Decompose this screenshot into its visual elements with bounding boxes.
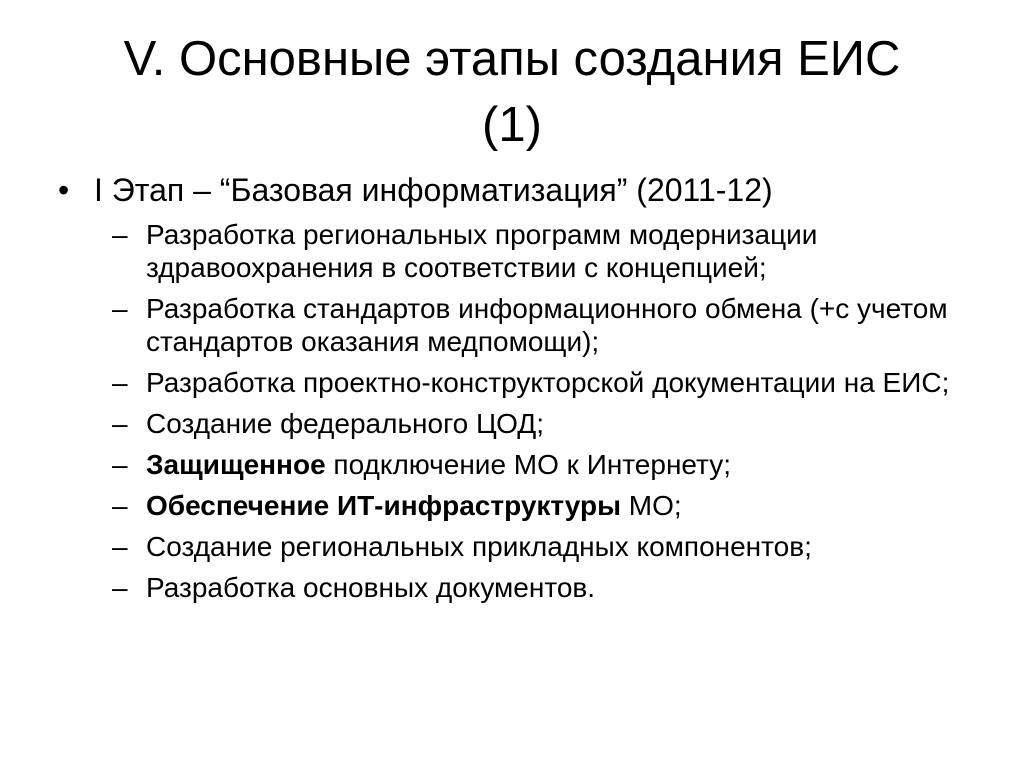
dash-marker: – [112,367,128,398]
dash-marker: – [112,490,128,521]
slide-body [0,172,1024,612]
sub-bullet [0,571,1024,604]
slide-title-line-2: (1) [482,98,542,152]
sub-bullet [0,448,1024,481]
dash-marker: – [112,408,128,439]
slide-title [40,26,984,158]
sub-bullet [0,366,1024,399]
sub-bullet-text: Разработка региональных программ модернизации здравоохранения в соответствии с концепцией; [146,219,818,283]
bullet-marker: • [58,172,70,208]
sub-bullet [0,218,1024,284]
dash-marker: – [112,531,128,562]
dash-marker: – [112,449,128,480]
sub-bullet-text: подключение МО к Интернету; [325,449,731,480]
sub-bullet-list [0,218,1024,604]
sub-bullet-text: Создание федерального ЦОД; [146,408,545,439]
sub-bullet-text: МО; [621,490,682,521]
sub-bullet-text: Разработка стандартов информационного обмена (+с учетом стандартов оказания медпомощи); [146,293,948,357]
bullet-text: I Этап – “Базовая информатизация” (2011-12) [94,172,773,208]
dash-marker: – [112,293,128,324]
dash-marker: – [112,572,128,603]
sub-bullet [0,292,1024,358]
sub-bullet [0,407,1024,440]
sub-bullet-bold: Обеспечение ИТ-инфраструктуры [146,490,622,521]
sub-bullet [0,530,1024,563]
sub-bullet-text: Создание региональных прикладных компонентов; [146,531,812,562]
dash-marker: – [112,219,128,250]
sub-bullet-text: Разработка проектно-конструкторской документации на ЕИС; [146,367,950,398]
bullet-stage-1 [0,172,1024,208]
sub-bullet-bold: Защищенное [146,449,326,480]
sub-bullet-text: Разработка основных документов. [146,572,596,603]
slide-title-line-1: V. Основные этапы создания ЕИС [123,32,901,86]
sub-bullet [0,489,1024,522]
